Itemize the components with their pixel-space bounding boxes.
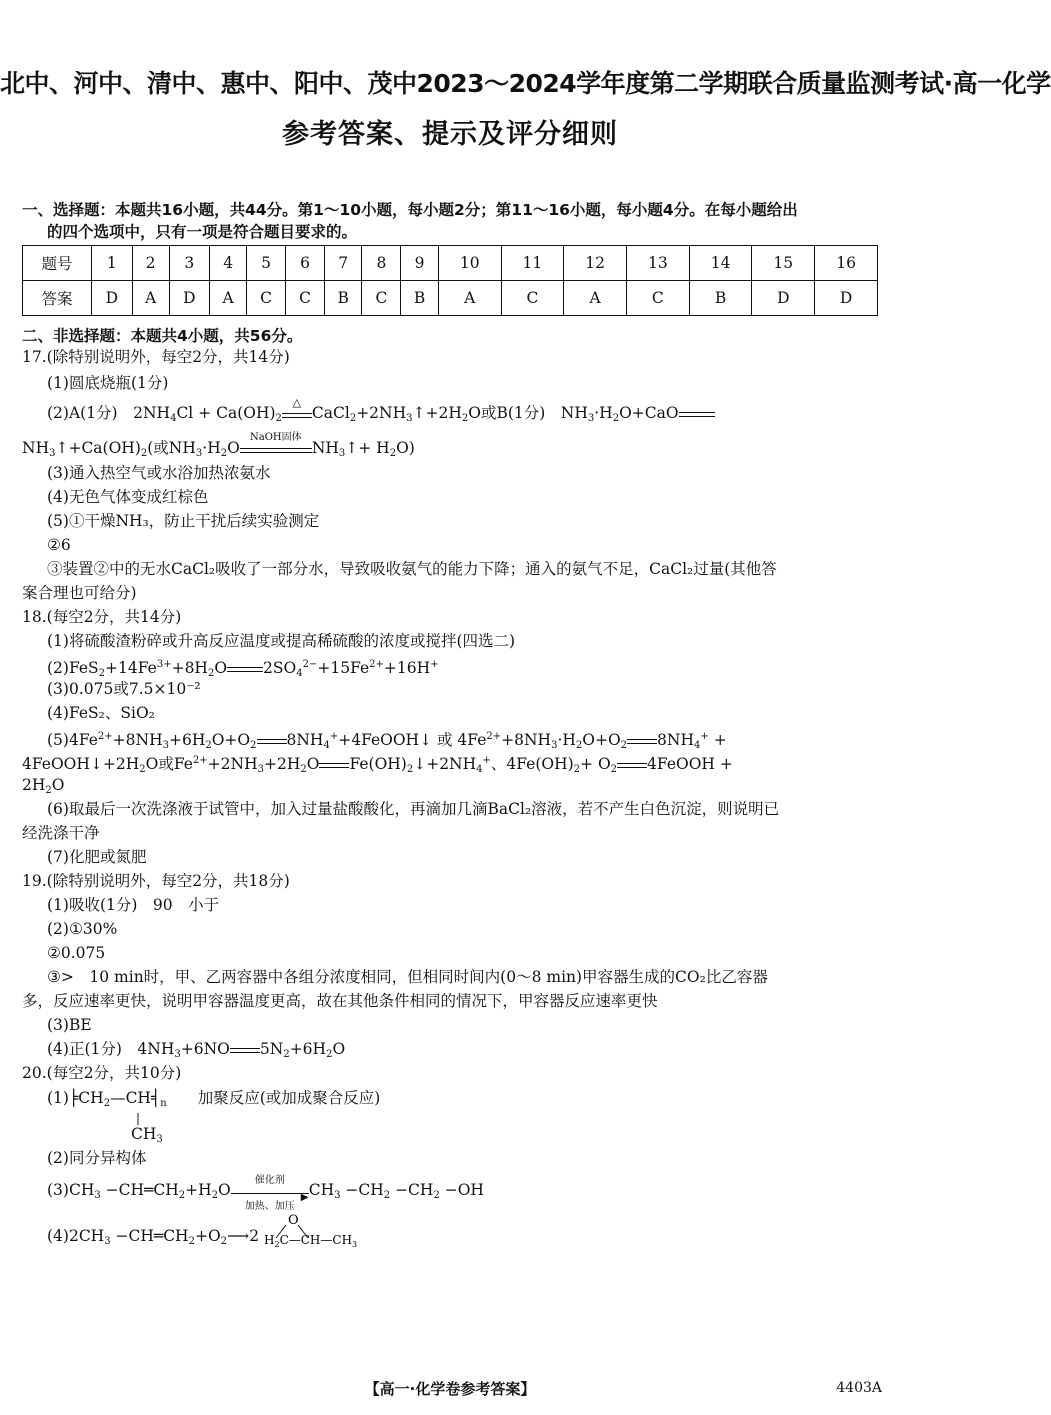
answer-cell: B [401,281,438,316]
answer-cell: C [501,281,564,316]
answer-cell: C [627,281,690,316]
q17-answer-2-line1: (2)A(1分) $2NH_4Cl + Ca(OH)_2$ △ $CaCl_2+2NH_3↑+2H_2O$或B(1分) $NH_3\cdot H_2O+CaO$ [47,403,715,429]
answer-table-answer-row [23,281,878,316]
footer-code: 4403A [836,1380,882,1396]
question-number-cell: 15 [752,246,815,281]
question-number-cell: 3 [169,246,210,281]
answer-table-number-row [23,246,878,281]
answer-cell: A [564,281,627,316]
answer-cell: A [438,281,501,316]
answer-cell: D [752,281,815,316]
heat-condition [282,396,312,418]
q19-answer-2-2: ②0.075 [47,944,106,962]
q18-answer-5-line1: $(5)4Fe^{2+}+8NH_3+6H_2O+O_2$ $8NH_4^++4FeOOH↓$ 或 $4Fe^{2+}+8NH_3\cdot H_2O+O_2$ $8NH_4^+$ + [47,731,727,751]
answer-cell: D [815,281,878,316]
row-header-number: 题号 [23,246,92,281]
q18-answer-5-line3: $2H_2O$ [22,776,65,796]
answer-cell: C [247,281,286,316]
svg-text:H2C—CH—CH3: $H_2C—CH—CH_3$ [264,1233,358,1249]
q19-answer-2-3-line2: 多，反应速率更快，说明甲容器温度更高，故在其他条件相同的情况下，甲容器反应速率更快 [22,992,658,1010]
q18-answer-5-line2: $4FeOOH↓+2H_2O$或$Fe^{2+}+2NH_3+2H_2O$ $Fe(OH)_2↓+2NH_4^+$、$4Fe(OH)_2+ O_2$ 4FeOOH + [22,755,733,775]
q17-answer-3: (3)通入热空气或水浴加热浓氨水 [47,464,271,482]
q18-answer-3: (3)0.075或7.5×10⁻² [47,680,201,698]
q18-heading: 18.(每空2分，共14分) [22,608,182,626]
question-number-cell: 4 [210,246,247,281]
q20-answer-1-label: 加聚反应(或加成聚合反应) [197,1089,381,1107]
answer-cell: C [286,281,325,316]
q17-answer-2-prefix: (2)A(1分) [47,404,118,422]
q18-answer-6-line1: (6)取最后一次洗涤液于试管中，加入过量盐酸酸化，再滴加几滴BaCl₂溶液，若不产生白色沉淀，则说明已 [47,800,780,818]
answer-cell: D [169,281,210,316]
q18-answer-6-line2: 经洗涤干净 [22,824,100,842]
naoh-condition [240,432,312,453]
section1-instruction-line1: 一、选择题：本题共16小题，共44分。第1～10小题，每小题2分；第11～16小题，每小题4分。在每小题给出 [22,201,798,219]
q20-heading: 20.(每空2分，共10分) [22,1064,182,1082]
question-number-cell: 5 [247,246,286,281]
polypropylene-structure: $╞CH_2—CH╡_n$ | $CH_3$ [68,1089,167,1145]
q17-answer-5-2: ②6 [47,536,71,554]
section2-instruction: 二、非选择题：本题共4小题，共56分。 [22,327,303,345]
q19-answer-2-3-line1: ③> 10 min时，甲、乙两容器中各组分浓度相同，但相同时间内(0～8 min)甲容器生成的CO₂比乙容器 [47,968,768,986]
question-number-cell: 7 [324,246,361,281]
catalyst-label: 催化剂 [254,1175,285,1186]
q19-heading: 19.(除特别说明外，每空2分，共18分) [22,872,290,890]
answer-cell: B [689,281,752,316]
q17-answer-4: (4)无色气体变成红棕色 [47,488,209,506]
row-header-answer: 答案 [23,281,92,316]
question-number-cell: 11 [501,246,564,281]
q19-answer-1: (1)吸收(1分) 90 小于 [47,896,220,914]
propylene-oxide-structure [264,1213,374,1249]
heat-pressure-label: 加热、加压 [244,1201,295,1212]
q19-answer-2-1: (2)①30% [47,920,118,938]
q17-answer-1: (1)圆底烧瓶(1分) [47,374,169,392]
epoxide-ring-svg [264,1212,374,1249]
q17-answer-5-3-line1: ③装置②中的无水CaCl₂吸收了一部分水，导致吸收氨气的能力下降；通入的氨气不足，CaCl₂过量(其他答 [47,560,777,578]
question-number-cell: 2 [132,246,169,281]
q19-answer-3: (3)BE [47,1016,92,1034]
q17-heading: 17.(除特别说明外，每空2分，共14分) [22,348,290,366]
naoh-solid-label: NaOH固体 [249,432,302,443]
answer-cell: A [132,281,169,316]
answer-cell: D [92,281,133,316]
q18-answer-7: (7)化肥或氮肥 [47,848,147,866]
question-number-cell: 14 [689,246,752,281]
exam-title: 北中、河中、清中、惠中、阳中、茂中2023～2024学年度第二学期联合质量监测考试·高一化学 [0,69,1051,98]
question-number-cell: 16 [815,246,878,281]
heat-symbol: △ [292,396,302,409]
catalyst-condition: 催化剂 ▶ 加热、加压 [231,1185,309,1195]
q19-answer-4-prefix: (4)正(1分) [47,1040,122,1058]
question-number-cell: 1 [92,246,133,281]
q18-answer-4: (4)FeS₂、SiO₂ [47,704,155,722]
q18-answer-2: $(2)FeS_2+14Fe^{3+}+8H_2O$ $2SO_4^{2-}+15Fe^{2+}+16H^+$ [47,659,439,679]
svg-text:O: O [288,1213,299,1228]
answer-key-subtitle: 参考答案、提示及评分细则 [282,119,618,150]
answer-cell: A [210,281,247,316]
q20-answer-2: (2)同分异构体 [47,1149,147,1167]
question-number-cell: 12 [564,246,627,281]
q20-answer-4: $(4)2CH_3$ $-CH═CH_2+O_2⟶2$ O $H_2C—CH—CH_3$ [47,1226,374,1252]
q20-answer-3: $(3)CH_3$ $-CH═CH_2+H_2O$ 催化剂 ▶ 加热、加压 $CH_3 -CH_2 -CH_2 -OH$ [47,1180,484,1206]
answer-cell: C [362,281,401,316]
q17-answer-5-3-line2: 案合理也可给分) [22,584,137,602]
question-number-cell: 9 [401,246,438,281]
q18-answer-1: (1)将硫酸渣粉碎或升高反应温度或提高稀硫酸的浓度或搅拌(四选二) [47,632,516,650]
answer-table [22,245,878,316]
question-number-cell: 8 [362,246,401,281]
question-number-cell: 13 [627,246,690,281]
section1-instruction-line2: 的四个选项中，只有一项是符合题目要求的。 [47,223,358,241]
answer-cell: B [324,281,361,316]
q17-answer-2-line2: $NH_3↑+Ca(OH)_2$(或$NH_3\cdot H_2O$ NaOH固体 $NH_3↑+ H_2O$) [22,438,415,464]
q17-answer-5-1: (5)①干燥NH₃，防止干扰后续实验测定 [47,512,320,530]
q20-answer-1: $(1)╞CH_2—CH╡_n$ | $CH_3$ 加聚反应(或加成聚合反应) [47,1089,381,1145]
question-number-cell: 10 [438,246,501,281]
question-number-cell: 6 [286,246,325,281]
q19-answer-4: (4)正(1分) $4NH_3+6NO$ $5N_2+6H_2O$ [47,1040,346,1060]
footer-label: 【高一·化学卷参考答案】 [364,1380,536,1398]
